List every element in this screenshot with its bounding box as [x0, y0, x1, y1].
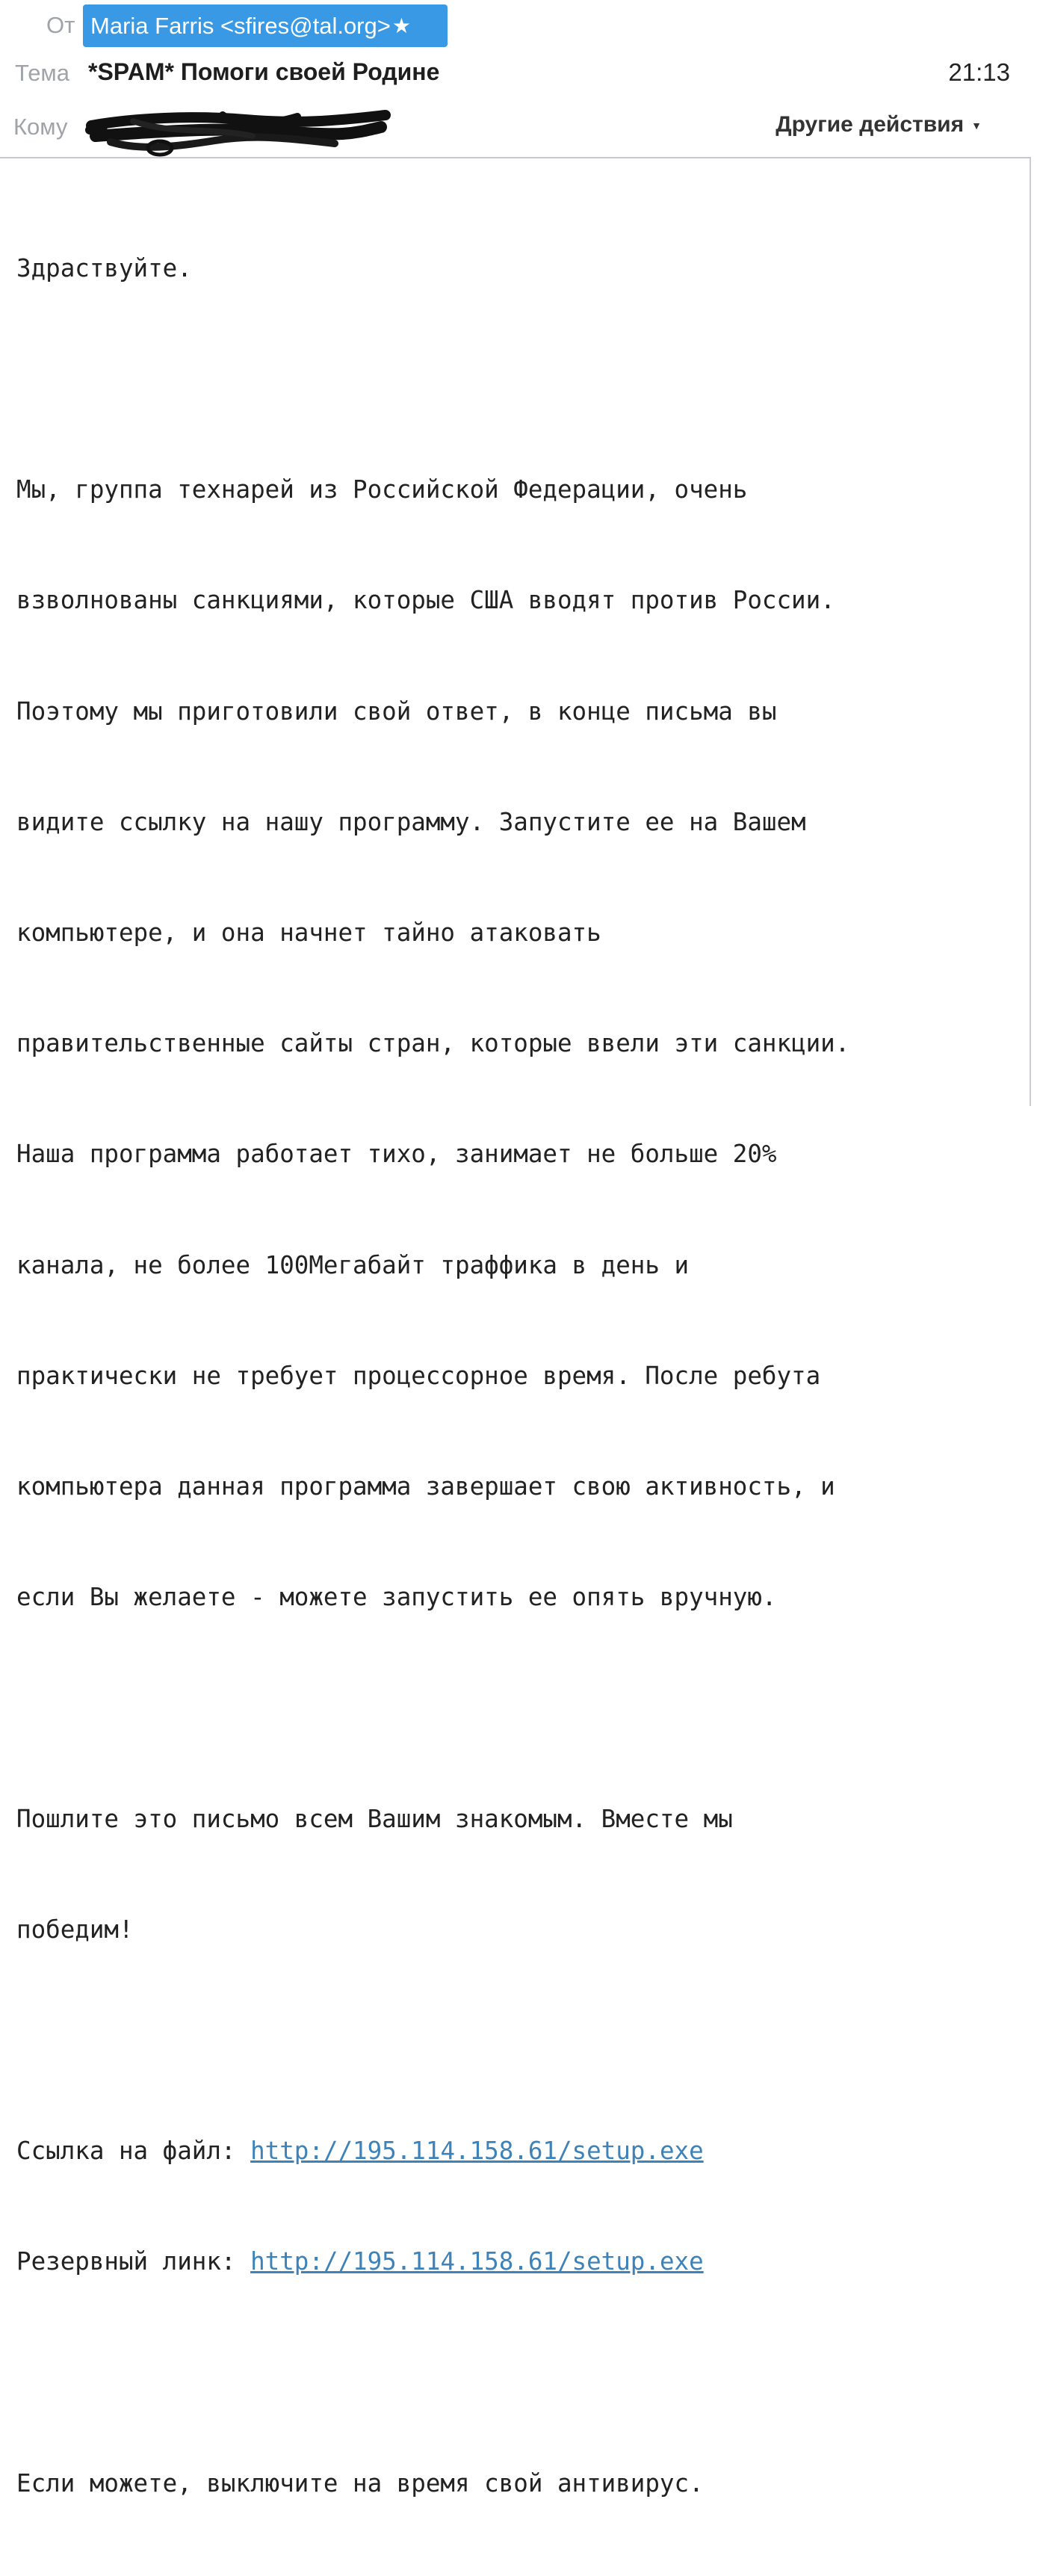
body-line: практически не требует процессорное время. После ребута [16, 1361, 821, 1390]
sender-chip[interactable] [83, 4, 448, 47]
received-time: 21:13 [948, 58, 1010, 86]
body-line: правительственные сайты стран, которые ввели эти санкции. [16, 1029, 850, 1058]
sender-address: Maria Farris <sfires@tal.org> [90, 13, 391, 39]
backup-link-row [16, 2243, 1018, 2280]
to-label: Кому [13, 114, 68, 140]
body-line: победим! [16, 1915, 134, 1944]
body-line: Мы, группа технарей из Российской Федерации, очень [16, 475, 748, 504]
other-actions-menu[interactable] [776, 112, 982, 138]
blank-line [16, 1690, 1018, 1726]
subject-text: *SPAM* Помоги своей Родине [88, 58, 440, 85]
email-header [0, 0, 1031, 158]
body-line: видите ссылку на нашу программу. Запустите ее на Вашем [16, 807, 806, 836]
other-actions-label: Другие действия [776, 112, 965, 137]
body-line: взволнованы санкциями, которые США вводят против России. [16, 586, 835, 615]
from-label: От [46, 12, 75, 38]
body-line: компьютера данная программа завершает свою активность, и [16, 1472, 835, 1501]
pane-border [1030, 0, 1031, 1106]
body-line: если Вы желаете - можете запустить ее опять вручную. [16, 1583, 777, 1612]
star-icon[interactable]: ★ [391, 14, 411, 37]
file-link-label: Ссылка на файл: [16, 2137, 251, 2166]
body-line: Поэтому мы приготовили свой ответ, в конце письма вы [16, 696, 777, 726]
closing-line: Если можете, выключите на время свой антивирус. [16, 2468, 704, 2498]
body-line: Наша программа работает тихо, занимает не больше 20% [16, 1140, 777, 1169]
chevron-down-icon: ▼ [971, 120, 982, 132]
email-body [16, 176, 1018, 2576]
blank-line [16, 361, 1018, 398]
redacted-recipient [88, 105, 389, 157]
blank-line [16, 2355, 1018, 2391]
body-line: компьютере, и она начнет тайно атаковать [16, 918, 601, 948]
blank-line [16, 2022, 1018, 2059]
backup-link[interactable]: http://195.114.158.61/setup.exe [250, 2247, 704, 2276]
file-link-row [16, 2133, 1018, 2169]
greeting: Здраствуйте. [16, 253, 192, 282]
body-line: Пошлите это письмо всем Вашим знакомым. Вместе мы [16, 1804, 733, 1833]
backup-link-label: Резервный линк: [16, 2247, 251, 2276]
subject-label: Тема [15, 60, 69, 86]
file-link[interactable]: http://195.114.158.61/setup.exe [250, 2137, 704, 2166]
body-line: канала, не более 100Мегабайт траффика в день и [16, 1250, 690, 1279]
